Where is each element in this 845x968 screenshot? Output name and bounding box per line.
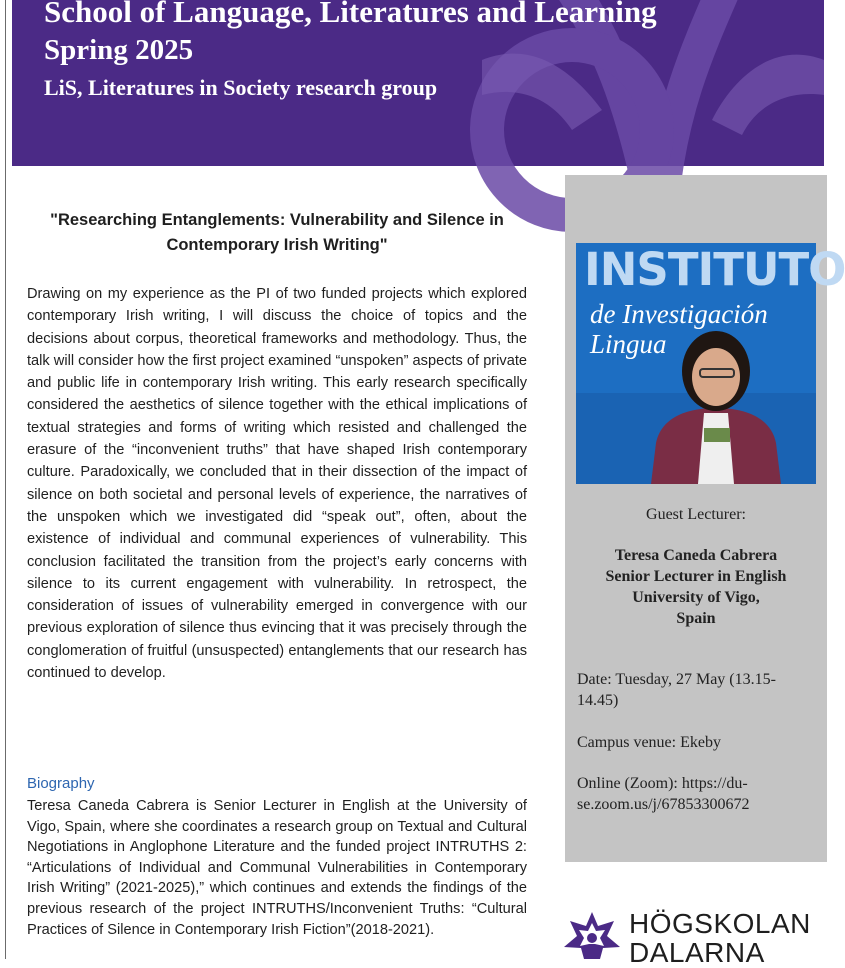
school-title: School of Language, Literatures and Learning: [44, 0, 657, 29]
research-group: LiS, Literatures in Society research group: [44, 75, 438, 100]
institute-sign-subtitle: de Investigación: [590, 299, 768, 329]
biography-text: Teresa Caneda Cabrera is Senior Lecturer in English at the University of Vigo, Spain, where she coordinates a research group on Textual and Cultural Negotiations in Anglophone Literature and the funded project INTRUTHS 2: “Articulations of Individual and Communal Vulnerabilities in Contemporary Irish Writing” (2021-2025),” which continues and extends the findings of the previous research of the project INTRUTHS/Inconvenient Truths: “Cultural Practices of Silence in Contemporary Irish Fiction”(2018-2021).: [27, 798, 527, 938]
institute-sign-title: INSTITUTO: [584, 243, 845, 296]
talk-title: "Researching Entanglements: Vulnerability and Silence in Contemporary Irish Writing": [50, 211, 504, 254]
talk-abstract: Drawing on my experience as the PI of two funded projects which explored contemporary Irish writing, I will discuss the choice of topics and the decisions about corpus, theoretical frameworks and methodology. Thus, the talk will consider how the first project examined “unspoken” aspects of private and public life in contemporary Irish writing. This early research specifically considered the aesthetics of silence together with the ethical implications of textual strategies and forms of writing which resisted and challenged the erasure of the “inconvenient truths” that have shaped Irish contemporary culture. Paradoxically, we concluded that in their dissection of the impact of silence on both societal and personal levels of experience, the narratives of the unspoken which we investigated did “speak out”, often, about the existence of individual and communal experiences of vulnerability. This conclusion facilitated the transition from the project’s early concerns with silence to its current engagement with vulnerability. In retrospect, the consideration of issues of vulnerability emerged in convergence with our previous exploration of silence thus evincing that it was precisely through the conglomeration of fruitful (unsuspected) entanglements that our research has continued to develop.: [27, 286, 527, 682]
lecturer-position: Senior Lecturer in English: [605, 568, 787, 585]
speaker-sidebar: [565, 175, 845, 862]
lecturer-country: Spain: [676, 610, 716, 627]
lecturer-university: University of Vigo,: [632, 589, 760, 606]
biography-heading: Biography: [27, 775, 95, 792]
lecturer-name: Teresa Caneda Cabrera: [614, 547, 778, 564]
logo-line-1: HÖGSKOLAN: [629, 908, 811, 939]
logo-text: [629, 909, 811, 967]
semester: Spring 2025: [44, 34, 194, 66]
header-banner: [12, 0, 824, 166]
event-date: Date: Tuesday, 27 May (13.15-14.45): [577, 671, 776, 709]
hogskolan-dalarna-logo: [562, 908, 830, 968]
event-venue: Campus venue: Ekeby: [577, 734, 721, 751]
page-left-border: [0, 0, 6, 959]
zoom-link[interactable]: Online (Zoom): https://du-se.zoom.us/j/67853300672: [577, 775, 750, 813]
institute-sign-name: Lingua: [590, 329, 667, 359]
lecturer-details: [565, 545, 827, 629]
speaker-photo: [576, 243, 845, 484]
logo-line-2: DALARNA: [629, 937, 765, 968]
university-star-icon: [562, 909, 622, 959]
guest-lecturer-label: Guest Lecturer:: [646, 506, 746, 523]
